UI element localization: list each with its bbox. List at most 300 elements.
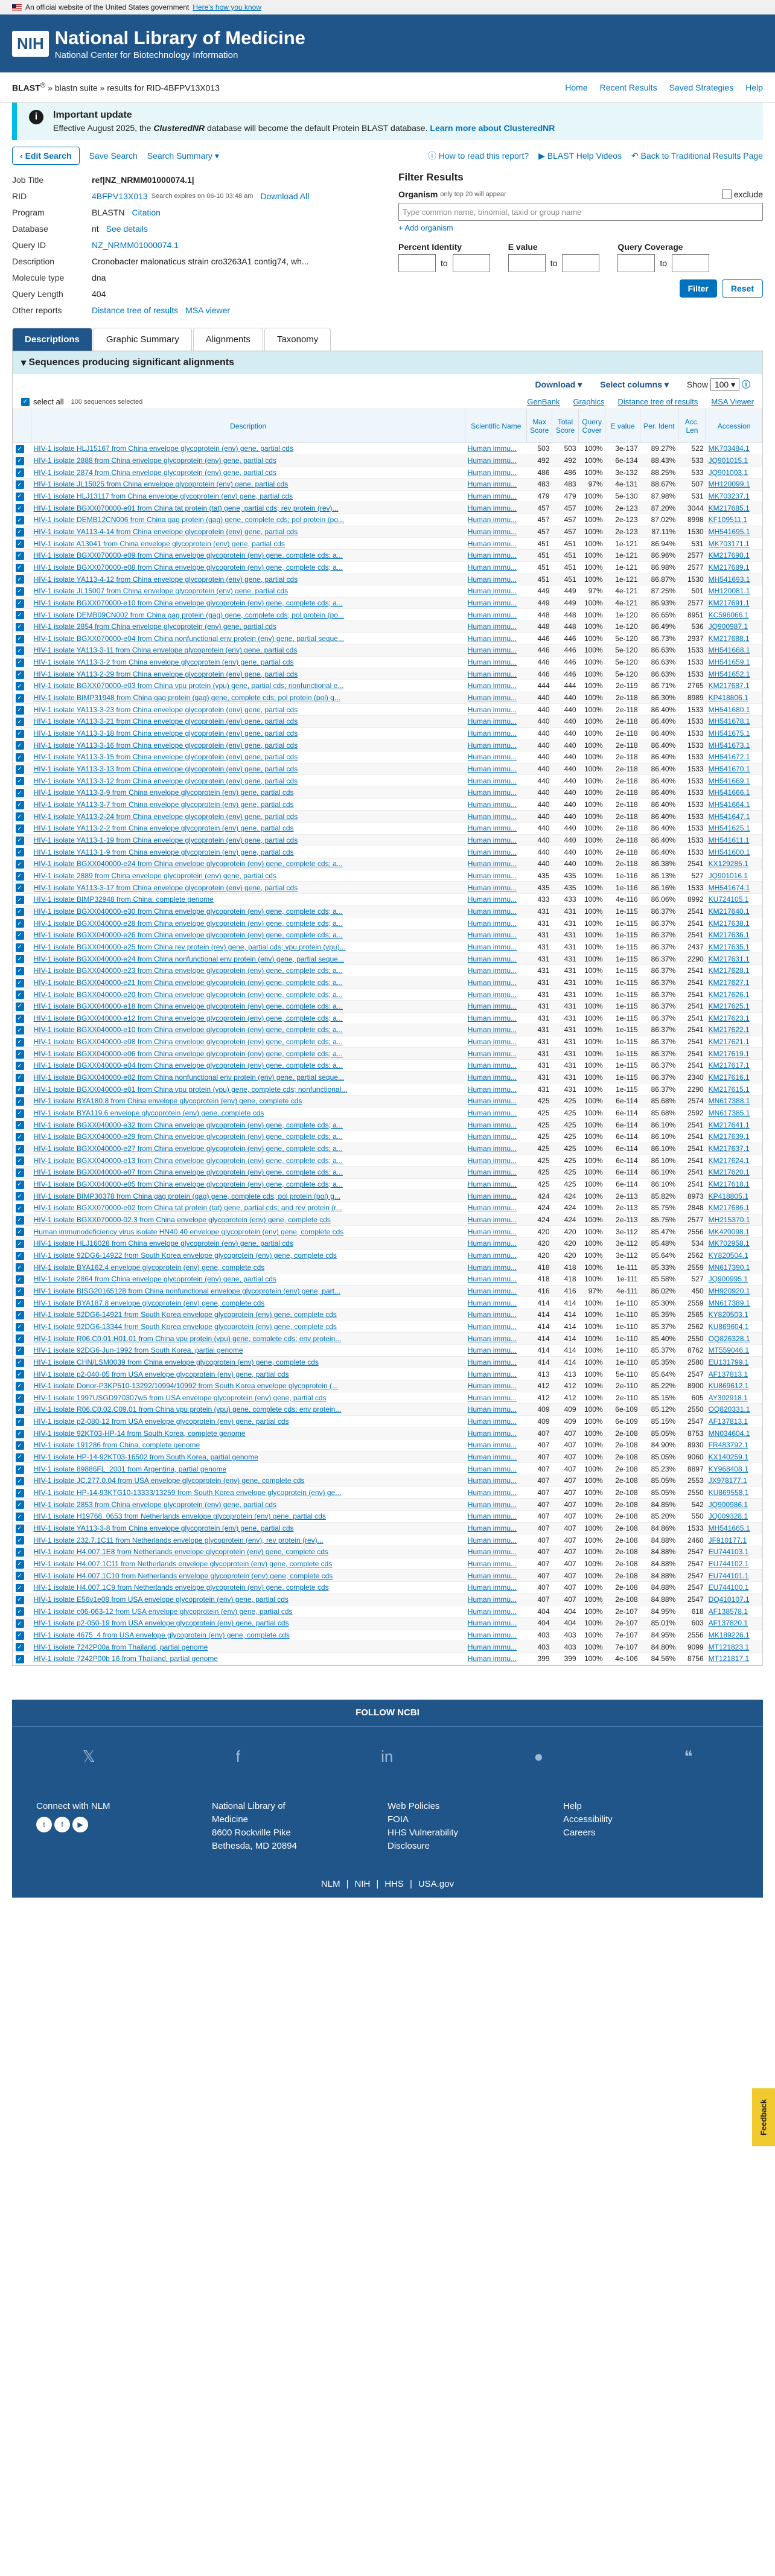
- row-checkbox[interactable]: ✓: [16, 1204, 24, 1213]
- row-checkbox[interactable]: ✓: [16, 599, 24, 608]
- cell-link[interactable]: HIV-1 isolate BIMP30378 from China gag protein (gag) gene, complete cds; pol protein (pol) g...: [33, 1191, 340, 1200]
- footer-link[interactable]: FOIA: [388, 1814, 409, 1825]
- cell-link[interactable]: HIV-1 isolate YA113-3-9 from China envelope glycoprotein (env) gene, partial cds: [33, 788, 294, 797]
- row-checkbox[interactable]: ✓: [16, 896, 24, 904]
- cell-link[interactable]: Human immu...: [467, 729, 517, 738]
- footer-link[interactable]: Accessibility: [563, 1814, 613, 1825]
- row-checkbox[interactable]: ✓: [16, 753, 24, 762]
- nih-logo[interactable]: NIH: [12, 31, 49, 57]
- cell-link[interactable]: MH541652.1: [708, 669, 750, 678]
- cell-link[interactable]: Human immu...: [467, 1476, 517, 1485]
- row-checkbox[interactable]: ✓: [16, 552, 24, 560]
- cell-link[interactable]: MN617390.1: [708, 1263, 750, 1272]
- cell-link[interactable]: HIV-1 isolate CHN/LSM0039 from China envelope glycoprotein (env) gene, complete cds: [33, 1357, 319, 1366]
- row-checkbox[interactable]: ✓: [16, 646, 24, 655]
- cell-link[interactable]: KX129285.1: [708, 859, 748, 869]
- cell-link[interactable]: Human immu...: [467, 1369, 517, 1379]
- cell-link[interactable]: MH541659.1: [708, 658, 750, 667]
- evalue-max-input[interactable]: [562, 254, 599, 272]
- cell-link[interactable]: Human immu...: [467, 1251, 517, 1260]
- cell-link[interactable]: Human immu...: [467, 883, 517, 892]
- cell-link[interactable]: Human immu...: [467, 978, 517, 987]
- cell-link[interactable]: KM217621.1: [708, 1038, 750, 1047]
- cell-link[interactable]: HIV-1 isolate 92DG6-Jun-1992 from South Korea, partial genome: [33, 1346, 243, 1355]
- cell-link[interactable]: Human immu...: [467, 1239, 517, 1248]
- cell-link[interactable]: MN617388.1: [708, 1097, 750, 1106]
- cell-link[interactable]: MH541675.1: [708, 729, 750, 738]
- row-checkbox[interactable]: ✓: [16, 801, 24, 809]
- reset-button[interactable]: Reset: [722, 279, 763, 298]
- row-checkbox[interactable]: ✓: [16, 1453, 24, 1462]
- footer-bottom-link[interactable]: NIH: [354, 1879, 371, 1890]
- cell-link[interactable]: KM217625.1: [708, 1002, 750, 1011]
- row-checkbox[interactable]: ✓: [16, 1311, 24, 1319]
- cell-link[interactable]: KM217615.1: [708, 1085, 750, 1094]
- row-checkbox[interactable]: ✓: [16, 1560, 24, 1569]
- cell-link[interactable]: KM217627.1: [708, 978, 750, 987]
- save-search-link[interactable]: Save Search: [89, 151, 138, 161]
- back-to-traditional-link[interactable]: [631, 151, 763, 161]
- cell-link[interactable]: Human immu...: [467, 1286, 517, 1295]
- cell-link[interactable]: Human immu...: [467, 1263, 517, 1272]
- cell-link[interactable]: Human immu...: [467, 942, 517, 951]
- cell-link[interactable]: Human immu...: [467, 1310, 517, 1319]
- cell-link[interactable]: Human immu...: [467, 480, 517, 489]
- row-checkbox[interactable]: ✓: [16, 564, 24, 572]
- cell-link[interactable]: HIV-1 isolate E56v1e08 from USA envelope glycoprotein (env) gene, partial cds: [33, 1595, 289, 1604]
- cell-link[interactable]: HIV-1 isolate 2888 from China envelope glycoprotein (env) gene, partial cds: [33, 456, 276, 465]
- row-checkbox[interactable]: ✓: [16, 1525, 24, 1533]
- search-summary-dropdown[interactable]: [147, 151, 219, 161]
- job-value[interactable]: NZ_NRMM01000074.1: [92, 240, 179, 250]
- col-header-query-cover[interactable]: Query Cover: [579, 409, 605, 443]
- cell-link[interactable]: Human immu...: [467, 551, 517, 560]
- row-checkbox[interactable]: ✓: [16, 1168, 24, 1177]
- job-link[interactable]: See details: [106, 223, 148, 234]
- blast-help-videos-link[interactable]: [538, 151, 622, 161]
- cell-link[interactable]: Human immu...: [467, 1073, 517, 1082]
- row-checkbox[interactable]: ✓: [16, 718, 24, 726]
- cell-link[interactable]: EU744102.1: [708, 1560, 749, 1569]
- exclude-checkbox[interactable]: [722, 190, 732, 199]
- qcov-max-input[interactable]: [672, 254, 709, 272]
- row-checkbox[interactable]: ✓: [16, 872, 24, 881]
- cell-link[interactable]: HIV-1 isolate BGXX040000-e21 from China envelope glycoprotein (env) gene, complete cds; a...: [33, 978, 343, 987]
- nav-link-recent-results[interactable]: Recent Results: [599, 82, 657, 92]
- footer-link[interactable]: Careers: [563, 1827, 596, 1838]
- row-checkbox[interactable]: ✓: [16, 1287, 24, 1296]
- cell-link[interactable]: Human immu...: [467, 1346, 517, 1355]
- cell-link[interactable]: HIV-1 isolate HP-14-92KT03-16502 from South Korea, partial genome: [33, 1453, 258, 1462]
- cell-link[interactable]: HIV-1 isolate 2889 from China envelope glycoprotein (env) gene, partial cds: [33, 871, 276, 880]
- cell-link[interactable]: AF138578.1: [708, 1607, 748, 1616]
- row-checkbox[interactable]: ✓: [16, 1181, 24, 1189]
- cell-link[interactable]: HIV-1 isolate BGXX070000-e02 from China tat protein (tat) gene, partial cds; and rev protein (r...: [33, 1204, 342, 1213]
- cell-link[interactable]: MH541695.1: [708, 527, 750, 536]
- cell-link[interactable]: Human immu...: [467, 1453, 517, 1462]
- cell-link[interactable]: HIV-1 isolate YA113-4-14 from China envelope glycoprotein (env) gene, partial cds: [33, 527, 298, 536]
- cell-link[interactable]: Human immu...: [467, 954, 517, 963]
- cell-link[interactable]: JQ900995.1: [708, 1275, 748, 1284]
- cell-link[interactable]: KC596066.1: [708, 610, 749, 619]
- row-checkbox[interactable]: ✓: [16, 1489, 24, 1497]
- cell-link[interactable]: MH120081.1: [708, 587, 750, 596]
- cell-link[interactable]: MT121817.1: [708, 1654, 750, 1663]
- download-dropdown[interactable]: Download ▾: [535, 379, 582, 389]
- cell-link[interactable]: HIV-1 isolate BISG20165128 from China nonfunctional envelope glycoprotein (env) gene, part...: [33, 1286, 340, 1295]
- cell-link[interactable]: JX978177.1: [708, 1476, 747, 1485]
- cell-link[interactable]: KY820504.1: [708, 1251, 748, 1260]
- row-checkbox[interactable]: ✓: [16, 1038, 24, 1047]
- cell-link[interactable]: KM217637.1: [708, 1144, 750, 1153]
- cell-link[interactable]: Human immu...: [467, 1191, 517, 1200]
- cell-link[interactable]: Human immu...: [467, 575, 517, 584]
- cell-link[interactable]: HIV-1 isolate BGXX070000-e09 from China envelope glycoprotein (env) gene, complete cds; a...: [33, 551, 343, 560]
- cell-link[interactable]: Human immu...: [467, 658, 517, 667]
- row-checkbox[interactable]: ✓: [16, 955, 24, 963]
- pid-min-input[interactable]: [398, 254, 436, 272]
- cell-link[interactable]: HIV-1 isolate YA113-2-2 from China envelope glycoprotein (env) gene, partial cds: [33, 824, 294, 833]
- footer-facebook-icon[interactable]: f: [54, 1817, 70, 1832]
- row-checkbox[interactable]: ✓: [16, 1050, 24, 1059]
- cell-link[interactable]: JQ009328.1: [708, 1512, 748, 1521]
- cell-link[interactable]: KM217691.1: [708, 598, 750, 607]
- cell-link[interactable]: HIV-1 isolate BGXX040000-e25 from China rev protein (rev) gene, partial cds; vpu protein (vpu)...: [33, 942, 346, 951]
- cell-link[interactable]: HIV-1 isolate DEMB09CN002 from China gag protein (gag) gene, complete cds; pol protein (po...: [33, 610, 344, 619]
- cell-link[interactable]: KM217685.1: [708, 503, 750, 512]
- cell-link[interactable]: HIV-1 isolate BGXX040000-e02 from China nonfunctional env protein (env) gene, partial seque...: [33, 1073, 344, 1082]
- cell-link[interactable]: Human immu...: [467, 1500, 517, 1509]
- cell-link[interactable]: MH541664.1: [708, 800, 750, 809]
- cell-link[interactable]: KM217620.1: [708, 1168, 750, 1177]
- row-checkbox[interactable]: ✓: [16, 1513, 24, 1521]
- cell-link[interactable]: HIV-1 isolate JL15007 from China envelope glycoprotein (env) gene, partial cds: [33, 587, 289, 596]
- cell-link[interactable]: HIV-1 isolate YA113-3-21 from China envelope glycoprotein (env) gene, partial cds: [33, 717, 298, 726]
- cell-link[interactable]: Human immu...: [467, 753, 517, 762]
- how-to-read-link[interactable]: [428, 150, 529, 162]
- cell-link[interactable]: Human immu...: [467, 1441, 517, 1450]
- edit-search-button[interactable]: ‹ Edit Search: [12, 147, 80, 165]
- col-header-description[interactable]: Description: [31, 409, 465, 443]
- organism-input[interactable]: Type common name, binomial, taxid or group name: [398, 203, 763, 221]
- help-circle-icon[interactable]: ⓘ: [742, 380, 750, 389]
- cell-link[interactable]: Human immu...: [467, 646, 517, 655]
- cell-link[interactable]: MH541666.1: [708, 788, 750, 797]
- row-checkbox[interactable]: ✓: [16, 990, 24, 999]
- row-checkbox[interactable]: ✓: [16, 1347, 24, 1355]
- footer-link[interactable]: Disclosure: [388, 1840, 430, 1851]
- address-line[interactable]: National Library of: [212, 1800, 285, 1811]
- cell-link[interactable]: HIV-1 isolate BGXX040000-e20 from China envelope glycoprotein (env) gene, complete cds; a...: [33, 990, 343, 999]
- cell-link[interactable]: KP418806.1: [708, 693, 748, 703]
- cell-link[interactable]: HIV-1 isolate HLJ16028 from China envelope glycoprotein (env) gene, partial cds: [33, 1239, 293, 1248]
- footer-bottom-link[interactable]: USA.gov: [418, 1879, 454, 1890]
- cell-link[interactable]: Human immu...: [467, 1405, 517, 1414]
- cell-link[interactable]: HIV-1 isolate HLJ13117 from China envelope glycoprotein (env) gene, partial cds: [33, 491, 293, 500]
- cell-link[interactable]: Human immu...: [467, 1560, 517, 1569]
- cell-link[interactable]: HIV-1 isolate YA113-1-19 from China envelope glycoprotein (env) gene, partial cds: [33, 835, 298, 844]
- cell-link[interactable]: HIV-1 isolate 232.7.1C11 from Netherlands envelope glycoprotein (env), rev protein (rev)...: [33, 1535, 324, 1545]
- notice-link[interactable]: Learn more about ClusteredNR: [430, 123, 555, 133]
- row-checkbox[interactable]: ✓: [16, 812, 24, 821]
- cell-link[interactable]: HIV-1 isolate BGXX040000-e24 from China envelope glycoprotein (env) gene, complete cds; a...: [33, 859, 343, 869]
- row-checkbox[interactable]: ✓: [16, 671, 24, 679]
- cell-link[interactable]: MK703171.1: [708, 539, 750, 548]
- cell-link[interactable]: Human immu...: [467, 1535, 517, 1545]
- row-checkbox[interactable]: ✓: [16, 1548, 24, 1557]
- row-checkbox[interactable]: ✓: [16, 931, 24, 940]
- cell-link[interactable]: HIV-1 isolate YA113-3-18 from China envelope glycoprotein (env) gene, partial cds: [33, 729, 298, 738]
- pid-max-input[interactable]: [453, 254, 490, 272]
- row-checkbox[interactable]: ✓: [16, 1619, 24, 1628]
- tab-graphic-summary[interactable]: Graphic Summary: [94, 328, 192, 351]
- cell-link[interactable]: Human immu...: [467, 1097, 517, 1106]
- row-checkbox[interactable]: ✓: [16, 1323, 24, 1331]
- cell-link[interactable]: KM217639.1: [708, 1132, 750, 1141]
- cell-link[interactable]: HIV-1 isolate BIMP32948 from China, complete genome: [33, 895, 214, 904]
- row-checkbox[interactable]: ✓: [16, 1500, 24, 1509]
- cell-link[interactable]: Human immu...: [467, 1322, 517, 1331]
- cell-link[interactable]: Human immu...: [467, 1168, 517, 1177]
- cell-link[interactable]: EU744103.1: [708, 1548, 749, 1557]
- cell-link[interactable]: Human immu...: [467, 1013, 517, 1022]
- row-checkbox[interactable]: ✓: [16, 1228, 24, 1236]
- cell-link[interactable]: Human immu...: [467, 919, 517, 928]
- cell-link[interactable]: MH541673.1: [708, 741, 750, 750]
- cell-link[interactable]: EU744101.1: [708, 1571, 749, 1580]
- row-checkbox[interactable]: ✓: [16, 1584, 24, 1592]
- row-checkbox[interactable]: ✓: [16, 1655, 24, 1663]
- cell-link[interactable]: HIV-1 isolate BGXX040000-e26 from China envelope glycoprotein (env) gene, complete cds; a...: [33, 931, 343, 940]
- cell-link[interactable]: Human immu...: [467, 1654, 517, 1663]
- cell-link[interactable]: HIV-1 isolate YA113-3-11 from China envelope glycoprotein (env) gene, partial cds: [33, 646, 298, 655]
- row-checkbox[interactable]: ✓: [16, 1596, 24, 1604]
- row-checkbox[interactable]: ✓: [16, 611, 24, 619]
- cell-link[interactable]: Human immu...: [467, 1583, 517, 1592]
- cell-link[interactable]: KM217636.1: [708, 931, 750, 940]
- cell-link[interactable]: HIV-1 isolate YA113-3-23 from China envelope glycoprotein (env) gene, partial cds: [33, 705, 298, 714]
- cell-link[interactable]: MH541669.1: [708, 776, 750, 785]
- row-checkbox[interactable]: ✓: [16, 1536, 24, 1545]
- row-checkbox[interactable]: ✓: [16, 1086, 24, 1094]
- cell-link[interactable]: Human immu...: [467, 907, 517, 916]
- cell-link[interactable]: HIV-1 isolate 2854 from China envelope glycoprotein (env) gene, partial cds: [33, 622, 276, 631]
- cell-link[interactable]: OQ826328.1: [708, 1334, 750, 1343]
- cell-link[interactable]: HIV-1 isolate BGXX070000-e01 from China tat protein (tat) gene, partial cds; rev protein (rev)...: [33, 503, 339, 512]
- row-checkbox[interactable]: ✓: [16, 468, 24, 477]
- row-checkbox[interactable]: ✓: [16, 1382, 24, 1391]
- cell-link[interactable]: Human immu...: [467, 1180, 517, 1189]
- row-checkbox[interactable]: ✓: [16, 1441, 24, 1450]
- row-checkbox[interactable]: ✓: [16, 1406, 24, 1414]
- cell-link[interactable]: KM217640.1: [708, 907, 750, 916]
- cell-link[interactable]: HIV-1 isolate BGXX070000-e10 from China envelope glycoprotein (env) gene, complete cds; a...: [33, 598, 343, 607]
- row-checkbox[interactable]: ✓: [16, 1109, 24, 1118]
- job-value[interactable]: 4BFPV13X013: [92, 191, 148, 201]
- github-icon[interactable]: ●: [534, 1747, 544, 1765]
- cell-link[interactable]: Human immu...: [467, 1595, 517, 1604]
- cell-link[interactable]: JF910177.1: [708, 1535, 747, 1545]
- col-header-scientific-name[interactable]: Scientific Name: [465, 409, 527, 443]
- footer-link[interactable]: Help: [563, 1800, 582, 1811]
- cell-link[interactable]: Human immu...: [467, 966, 517, 975]
- cell-link[interactable]: HIV-1 isolate BGXX040000-e32 from China envelope glycoprotein (env) gene, complete cds; a...: [33, 1120, 343, 1129]
- qcov-min-input[interactable]: [617, 254, 655, 272]
- tab-taxonomy[interactable]: Taxonomy: [264, 328, 331, 351]
- cell-link[interactable]: MH541647.1: [708, 812, 750, 821]
- row-checkbox[interactable]: ✓: [16, 1430, 24, 1438]
- cell-link[interactable]: Human immu...: [467, 1204, 517, 1213]
- link-graphics[interactable]: Graphics: [573, 397, 605, 406]
- cell-link[interactable]: KM217638.1: [708, 919, 750, 928]
- cell-link[interactable]: Human immu...: [467, 1382, 517, 1391]
- cell-link[interactable]: HIV-1 isolate 89886FL_2001 from Argentina, partial genome: [33, 1464, 227, 1473]
- cell-link[interactable]: HIV-1 isolate BGXX040000-e18 from China envelope glycoprotein (env) gene, complete cds; a...: [33, 1002, 343, 1011]
- job-link[interactable]: Download All: [260, 191, 310, 201]
- row-checkbox[interactable]: ✓: [16, 1607, 24, 1616]
- cell-link[interactable]: JQ900987.1: [708, 622, 748, 631]
- col-header-total-score[interactable]: Total Score: [552, 409, 579, 443]
- row-checkbox[interactable]: ✓: [16, 587, 24, 596]
- cell-link[interactable]: HIV-1 isolate BGXX040000-e08 from China envelope glycoprotein (env) gene, complete cds; a...: [33, 1038, 343, 1047]
- cell-link[interactable]: HIV-1 isolate YA113-4-12 from China envelope glycoprotein (env) gene, partial cds: [33, 575, 298, 584]
- cell-link[interactable]: Human immu...: [467, 1109, 517, 1118]
- cell-link[interactable]: MT121823.1: [708, 1642, 750, 1651]
- cell-link[interactable]: Human immu...: [467, 776, 517, 785]
- cell-link[interactable]: Human immu...: [467, 741, 517, 750]
- cell-link[interactable]: Human immu...: [467, 1144, 517, 1153]
- cell-link[interactable]: HIV-1 isolate 1997USGD970307w5 from USA envelope glycoprotein (env) gene, partial cds: [33, 1393, 327, 1402]
- row-checkbox[interactable]: ✓: [16, 623, 24, 631]
- footer-bottom-link[interactable]: NLM: [321, 1879, 340, 1890]
- row-checkbox[interactable]: ✓: [16, 1477, 24, 1485]
- cell-link[interactable]: Human immu...: [467, 835, 517, 844]
- cell-link[interactable]: HIV-1 isolate YA113-3-8 from China envelope glycoprotein (env) gene, partial cds: [33, 1524, 294, 1533]
- row-checkbox[interactable]: ✓: [16, 1465, 24, 1474]
- cell-link[interactable]: HIV-1 isolate BGXX040000-e07 from China envelope glycoprotein (env) gene, complete cds; a...: [33, 1168, 343, 1177]
- cell-link[interactable]: Human immu...: [467, 1025, 517, 1035]
- row-checkbox[interactable]: ✓: [16, 694, 24, 703]
- tab-descriptions[interactable]: Descriptions: [12, 328, 92, 351]
- row-checkbox[interactable]: ✓: [16, 730, 24, 738]
- cell-link[interactable]: HIV-1 isolate YA113-3-12 from China envelope glycoprotein (env) gene, partial cds: [33, 776, 298, 785]
- cell-link[interactable]: HIV-1 isolate BYA119.6 envelope glycoprotein (env) gene, complete cds: [33, 1109, 264, 1118]
- cell-link[interactable]: HIV-1 isolate BGXX040000-e24 from China nonfunctional env protein (env) gene, partial seque...: [33, 954, 344, 963]
- cell-link[interactable]: HIV-1 isolate 92KT03-HP-14 from South Korea, complete genome: [33, 1429, 246, 1438]
- row-checkbox[interactable]: ✓: [16, 1216, 24, 1225]
- cell-link[interactable]: MH541600.1: [708, 847, 750, 856]
- cell-link[interactable]: HIV-1 isolate BGXX070000-02.3 from China envelope glycoprotein (env) gene, complete cds: [33, 1215, 331, 1224]
- cell-link[interactable]: HIV-1 isolate YA113-1-9 from China envelope glycoprotein (env) gene, partial cds: [33, 847, 294, 856]
- footer-link[interactable]: HHS Vulnerability: [388, 1827, 458, 1838]
- cell-link[interactable]: HIV-1 isolate Donor-P3KP510-13292/10994/10992 from South Korea envelope glycoprotein (...: [33, 1382, 338, 1391]
- cell-link[interactable]: Human immu...: [467, 444, 517, 453]
- cell-link[interactable]: KM217686.1: [708, 1204, 750, 1213]
- cell-link[interactable]: HIV-1 isolate BYA187.8 envelope glycoprotein (env) gene, complete cds: [33, 1298, 265, 1307]
- cell-link[interactable]: HIV-1 isolate BGXX040000-e12 from China envelope glycoprotein (env) gene, complete cds; a...: [33, 1013, 343, 1022]
- link-genbank[interactable]: GenBank: [527, 397, 560, 406]
- cell-link[interactable]: HIV-1 isolate JL15025 from China envelope glycoprotein (env) gene, partial cds: [33, 480, 289, 489]
- cell-link[interactable]: KM217628.1: [708, 966, 750, 975]
- row-checkbox[interactable]: ✓: [16, 1145, 24, 1153]
- twitter-icon[interactable]: 𝕏: [82, 1747, 95, 1765]
- row-checkbox[interactable]: ✓: [16, 1394, 24, 1403]
- cell-link[interactable]: HIV-1 isolate BGXX070000-e04 from China nonfunctional env protein (env) gene, partial seque...: [33, 634, 344, 643]
- facebook-icon[interactable]: f: [235, 1747, 240, 1765]
- cell-link[interactable]: Human immunodeficiency virus isolate HN40.40 envelope glycoprotein (env) gene, complete cds: [33, 1227, 344, 1236]
- row-checkbox[interactable]: ✓: [16, 575, 24, 584]
- gov-banner-link[interactable]: Here's how you know: [193, 3, 261, 11]
- cell-link[interactable]: HIV-1 isolate 7242P00b 16 from Thailand, partial genome: [33, 1654, 218, 1663]
- cell-link[interactable]: HIV-1 isolate BGXX040000-e04 from China envelope glycoprotein (env) gene, complete cds; a...: [33, 1061, 343, 1070]
- cell-link[interactable]: Human immu...: [467, 1417, 517, 1426]
- col-header-acc--len[interactable]: Acc. Len: [678, 409, 706, 443]
- cell-link[interactable]: Human immu...: [467, 800, 517, 809]
- cell-link[interactable]: DQ410107.1: [708, 1595, 750, 1604]
- row-checkbox[interactable]: ✓: [16, 516, 24, 524]
- footer-twitter-icon[interactable]: t: [36, 1817, 52, 1832]
- cell-link[interactable]: Human immu...: [467, 1275, 517, 1284]
- row-checkbox[interactable]: ✓: [16, 1026, 24, 1035]
- cell-link[interactable]: Human immu...: [467, 1619, 517, 1628]
- cell-link[interactable]: HIV-1 isolate c06-063-12 from USA envelope glycoprotein (env) gene, partial cds: [33, 1607, 293, 1616]
- cell-link[interactable]: HIV-1 isolate 92DG6-14922 from South Korea envelope glycoprotein (env) gene, complete cds: [33, 1251, 337, 1260]
- cell-link[interactable]: Human immu...: [467, 812, 517, 821]
- footer-bottom-link[interactable]: HHS: [384, 1879, 404, 1890]
- job-link[interactable]: MSA viewer: [185, 305, 231, 315]
- row-checkbox[interactable]: ✓: [16, 967, 24, 975]
- cell-link[interactable]: Human immu...: [467, 1120, 517, 1129]
- blog-icon[interactable]: ❝: [684, 1747, 693, 1765]
- cell-link[interactable]: KM217688.1: [708, 634, 750, 643]
- row-checkbox[interactable]: ✓: [16, 943, 24, 952]
- cell-link[interactable]: KM217617.1: [708, 1061, 750, 1070]
- linkedin-icon[interactable]: in: [381, 1747, 394, 1765]
- tab-alignments[interactable]: Alignments: [193, 328, 263, 351]
- cell-link[interactable]: HIV-1 isolate 2874 from China envelope glycoprotein (env) gene, partial cds: [33, 468, 276, 477]
- cell-link[interactable]: Human immu...: [467, 693, 517, 703]
- cell-link[interactable]: Human immu...: [467, 527, 517, 536]
- cell-link[interactable]: HIV-1 isolate p2-080-12 from USA envelope glycoprotein (env) gene, partial cds: [33, 1417, 289, 1426]
- cell-link[interactable]: HIV-1 isolate YA113-3-16 from China envelope glycoprotein (env) gene, partial cds: [33, 741, 298, 750]
- cell-link[interactable]: Human immu...: [467, 824, 517, 833]
- row-checkbox[interactable]: ✓: [16, 789, 24, 797]
- row-checkbox[interactable]: ✓: [16, 1074, 24, 1082]
- cell-link[interactable]: MH120099.1: [708, 480, 750, 489]
- row-checkbox[interactable]: ✓: [16, 457, 24, 465]
- cell-link[interactable]: Human immu...: [467, 1512, 517, 1521]
- cell-link[interactable]: KM217690.1: [708, 551, 750, 560]
- cell-link[interactable]: Human immu...: [467, 598, 517, 607]
- cell-link[interactable]: HIV-1 isolate 191286 from China, complete genome: [33, 1441, 200, 1450]
- cell-link[interactable]: KM217631.1: [708, 954, 750, 963]
- cell-link[interactable]: KM217635.1: [708, 942, 750, 951]
- nav-link-home[interactable]: Home: [565, 82, 588, 92]
- cell-link[interactable]: Human immu...: [467, 539, 517, 548]
- cell-link[interactable]: HIV-1 isolate YA113-2-29 from China envelope glycoprotein (env) gene, partial cds: [33, 669, 298, 678]
- cell-link[interactable]: OQ820331.1: [708, 1405, 750, 1414]
- cell-link[interactable]: AF137813.1: [708, 1369, 748, 1379]
- row-checkbox[interactable]: ✓: [16, 1240, 24, 1248]
- cell-link[interactable]: MH541625.1: [708, 824, 750, 833]
- col-header-max-score[interactable]: Max Score: [527, 409, 552, 443]
- cell-link[interactable]: HIV-1 isolate R06.C0.01.H01.01 from China vpu protein (vpu) gene, complete cds; env protein...: [33, 1334, 342, 1343]
- address-line[interactable]: Medicine: [212, 1814, 249, 1825]
- row-checkbox[interactable]: ✓: [16, 824, 24, 833]
- cell-link[interactable]: HIV-1 isolate H4.007.1E8 from Netherlands envelope glycoprotein (env) gene, complete cds: [33, 1548, 328, 1557]
- cell-link[interactable]: HIV-1 isolate H19768_0653 from Netherlands envelope glycoprotein (env) gene, partial cds: [33, 1512, 326, 1521]
- filter-button[interactable]: Filter: [680, 279, 717, 298]
